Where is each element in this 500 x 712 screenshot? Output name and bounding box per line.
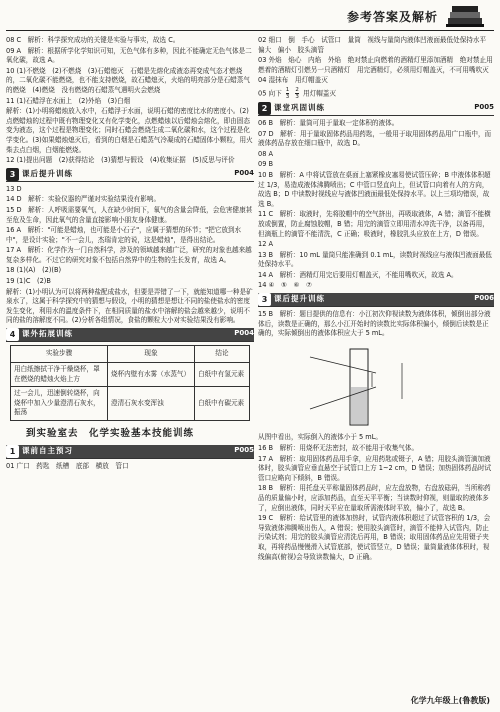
right-column bbox=[258, 36, 494, 563]
section-number: 3 bbox=[258, 293, 271, 306]
answer-item: 12 A bbox=[258, 240, 273, 249]
table-header-row bbox=[11, 346, 250, 363]
answer-item: 16 B 解析：用烧杯无法密封，故不能用于收集气体。 bbox=[258, 444, 419, 453]
section-header-extension bbox=[6, 328, 254, 342]
answer-item: 04 湿抹布 用灯帽盖灭 bbox=[258, 76, 328, 85]
answer-item: 08 A bbox=[258, 149, 273, 158]
section-header-in-class bbox=[258, 102, 494, 116]
table-header: 实验步骤 bbox=[11, 346, 108, 363]
answer-item: 16 A 解析："可能是蜡烛，也可能是小石子"，应属于猜想的环节；"把它放到水中"，是设计实验；"不一会儿，杰瑞肯定的说，这是蜡烛"，是得出结论。 bbox=[6, 226, 242, 244]
answer-item: 14 A 解析：酒精灯用完后要用灯帽盖灭，不能用嘴吹灭，故选 A。 bbox=[258, 270, 458, 279]
fraction-denominator: 3 bbox=[285, 93, 290, 100]
answer-item: 15 D 解析：人呼吸需要氧气，人在缺少时间下，氧气的含量会降低，会危害健康甚至危及生命，因此氧气的含量直接影响小朋友身体健康。 bbox=[6, 205, 253, 224]
answer-item: 14 D 解析：实验仪器的严谨对实验结果没有影响。 bbox=[6, 195, 161, 204]
sight-line-after bbox=[310, 357, 376, 373]
answer-item: 19 C 解析：给试管里的液体加热时，试管内液体积超过了试管容积的 1/3，会导致液体沸腾喷出伤人，A 错误；使用胶头滴管时，滴管不能伸入试管内，防止污染试剂；用完的胶头滴管应清洗后再用，B 错误；取用固体药品应先用镊子夹取，再将药品慢慢滑入试管底部，使试管竖立，D 错误；量筒量液体体积时，视线偏高(俯视)会导致读数偏大，D 正确。 bbox=[258, 514, 491, 561]
answer-item: 15 B 解析：题目提供的信息有：小江初次仰视读数为液体体积，倾倒出部分液体后，读数是正确的，那么小江开始时的读数比实际体积偏小，倾倒后读数是正确的，实际倾倒出的液体体积应大于 5 mL。 bbox=[258, 310, 491, 338]
fraction-two-thirds bbox=[295, 87, 299, 100]
fraction-numerator: 1 bbox=[285, 86, 290, 93]
answer-item: 解析：(1)小明认为可以将两种盐配成盐水，但要是弄错了一下，就能知道哪一种是矿泉水了，这属于科学探究中的猜想与假设，小明的猜想是想让不同的盐使盐水的密度发生变化，利用水的温度条件下，在相同质量的盐水中溶解的盐会越来越少，说明不同的盐的溶解度不同。(2)分析各组情况，食盐的颗粒大小对实验结果没有影响。 bbox=[6, 287, 253, 325]
section-header-after-class bbox=[6, 168, 254, 182]
answer-item: 08 C 解析：科学探究成功的关键是实验与事实，故选 C。 bbox=[6, 36, 180, 44]
answer-item: 从图中看出，实际倒入的液体小于 5 mL。 bbox=[258, 433, 382, 442]
cylinder-reading-diagram bbox=[306, 343, 426, 427]
section-title: 课外拓展训练 bbox=[22, 329, 73, 339]
answer-item: 07 D 解析：用于量取固体药品用药匙，一般用于取用固体药品用广口瓶中，而液体药品存放在细口瓶中，故选 D。 bbox=[258, 129, 492, 148]
answer-item: 09 A 解析：根据所学化学知识可知，无色气体有多种，因此不能确定无色气体是二氧化碳，故选 A。 bbox=[6, 46, 252, 65]
page-footer: 化学九年级上(鲁教版) bbox=[410, 696, 490, 705]
table-cell: 用白纸擦拭干净干燥烧杯，罩在燃烧的蜡烛火焰上方 bbox=[11, 363, 108, 387]
table-header: 现象 bbox=[108, 346, 195, 363]
section-page: P004 bbox=[234, 168, 254, 177]
section-page: P005 bbox=[234, 445, 254, 454]
answer-item: 09 B bbox=[258, 160, 274, 169]
answer-item: 13 B 解析：10 mL 量筒只能准确到 0.1 mL，读数时视线应与液体凹液面最低处保持水平。 bbox=[258, 250, 492, 269]
section-header-preview bbox=[6, 445, 254, 459]
header-title: 参考答案及解析 bbox=[346, 10, 438, 24]
answer-item: 19 (1)C (2)B bbox=[6, 277, 51, 286]
answer-item: 10 B 解析：A 中将试管放在桌面上塞紧橡皮塞易使试管压碎；B 中液体体积超过 1/3，易造成液体沸腾喷出；C 中管口竖直向上，但试管口向着有人的方向，故选 B；D 中读数时视线应与液体凹液面最低处保持水平。以上三项均错误，故选 B。 bbox=[258, 170, 491, 208]
section-title: 课前自主预习 bbox=[22, 445, 73, 455]
answer-item: 14 ④ ⑤ ⑥ ⑦ bbox=[258, 281, 312, 290]
table-cell: 过一会儿，迅速倒转烧杯，向烧杯中加入少量澄清石灰水，振荡 bbox=[11, 387, 108, 421]
answer-item: 11 (1)石蜡浮在水面上 (2)外焰 (3)白烟 bbox=[6, 96, 131, 105]
table-cell: 澄清石灰水变浑浊 bbox=[108, 387, 195, 421]
answer-item-05 bbox=[258, 87, 494, 100]
left-column bbox=[6, 36, 254, 472]
answer-item: 03 外焰 焰心 内焰 外焰 绝对禁止向燃着的酒精灯里添加酒精 绝对禁止用燃着的酒精灯引燃另一只酒精灯 用完酒精灯，必须用灯帽盖灭，不可用嘴吹灭 bbox=[258, 56, 493, 74]
chapter-title: 到实验室去 化学实验基本技能训练 bbox=[26, 428, 195, 439]
section-header-after-class bbox=[258, 293, 494, 307]
section-number: 3 bbox=[6, 168, 19, 181]
fraction-denominator: 3 bbox=[295, 93, 299, 100]
section-page: P005 bbox=[474, 102, 494, 111]
table-cell: 烧杯内壁有水雾（水蒸气） bbox=[108, 363, 195, 387]
answer-item: 13 D bbox=[6, 184, 22, 193]
section-title: 课后提升训练 bbox=[22, 168, 73, 178]
answer-item: 18 (1)(A) (2)(B) bbox=[6, 266, 62, 275]
table-cell: 白纸中有碳元素 bbox=[195, 387, 250, 421]
section-number: 4 bbox=[6, 328, 19, 341]
answer-item: 解析：(1)小明将蜡烛放入水中，石蜡浮于水面，说明石蜡的密度比水的密度小。(2)点燃蜡烛的过程中既有物理变化又有化学变化，点燃蜡烛以后蜡烛会熔化，即由固态变为液态，这个过程是物理变化；同时石蜡会燃烧生成二氧化碳和水，这个过程是化学变化。(3)如果蜡烛熄灭后，看到的白烟是石蜡蒸气冷凝成的石蜡固体小颗粒，用火柴去点白烟，白烟能燃烧。 bbox=[6, 107, 253, 154]
fraction-numerator: 2 bbox=[295, 86, 299, 93]
section-page: P004 bbox=[234, 329, 254, 338]
answer-item: 11 C 解析：取液时，先将胶帽中的空气挤出，再吸取液体，A 错；滴管不能横放或倒置，防止腐蚀胶帽，B 错；用完的滴管立即用清水冲洗干净，以备再用，但滴瓶上的滴管不能清洗，C 正确；吸液时，橡胶乳头应放在上方，D 错误。 bbox=[258, 210, 491, 238]
table-row bbox=[11, 387, 250, 421]
answer-item: 18 B 解析：用托盘天平称量固体药品时，应左盘放物，右盘放砝码，当所称药品的质量偏小时，应添加药品，直至天平平衡；当读数时仰视，则量取的液体多了，应倒出液体，同时天平应在量取所需液体时平放，偏小了，故选 B。 bbox=[258, 484, 491, 512]
answer-item: 10 (1)不燃烧 (2)不燃烧 (3)石蜡熄灭 石蜡是先熔化成液态再变成气态才燃烧的，二氧化碳不能燃烧，也不能支持燃烧，故石蜡熄灭，火焰的明亮部分是石蜡蒸气的燃烧 (4)燃烧 没有燃烧的石蜡蒸气遇明火会燃烧 bbox=[6, 66, 250, 94]
answer-item: 17 A 解析：取用固体药品用手拿，应用药匙或镊子，A 错；用胶头滴管滴加液体时，胶头滴管应垂直悬空于试管口上方 1~2 cm，D 错误；加热固体药品时试管口应略向下倾斜，B 错误。 bbox=[258, 454, 492, 482]
answer-item: 02 细口 倒 手心 试管口 量筒 视线与量筒内液体凹液面最低处保持水平 偏大 偏小 胶头滴管 bbox=[258, 36, 493, 54]
item-suffix: 用灯帽盖灭 bbox=[303, 89, 336, 98]
section-number: 1 bbox=[6, 445, 19, 458]
page-header bbox=[0, 0, 500, 32]
table-header: 结论 bbox=[195, 346, 250, 363]
answer-item: 12 (1)提出问题 (2)获得结论 (3)猜想与假设 (4)收集证据 (5)反思与评价 bbox=[6, 156, 235, 165]
answer-item: 17 A 解析：化学作为一门自然科学，涉及的领域越来越广泛，研究的对象也越来越复杂多样化。不过它的研究对象不包括自然界中的生物的生长发育，故选 A。 bbox=[6, 246, 252, 264]
answer-item: 01 广口 药匙 纸槽 底部 横放 管口 bbox=[6, 461, 129, 470]
section-page: P006 bbox=[474, 294, 494, 303]
item-prefix: 05 向下 bbox=[258, 89, 282, 98]
experiment-table bbox=[10, 345, 250, 421]
table-cell: 白纸中有氢元素 bbox=[195, 363, 250, 387]
answer-item: 06 B 解析：量筒可用于量取一定体积的液体。 bbox=[258, 118, 399, 127]
section-title: 课堂巩固训练 bbox=[274, 102, 325, 112]
section-number: 2 bbox=[258, 102, 271, 115]
header-rule bbox=[6, 30, 494, 31]
table-row bbox=[11, 363, 250, 387]
fraction-one-third bbox=[286, 87, 290, 100]
books-logo-icon bbox=[444, 2, 486, 30]
section-title: 课后提升训练 bbox=[274, 294, 325, 304]
